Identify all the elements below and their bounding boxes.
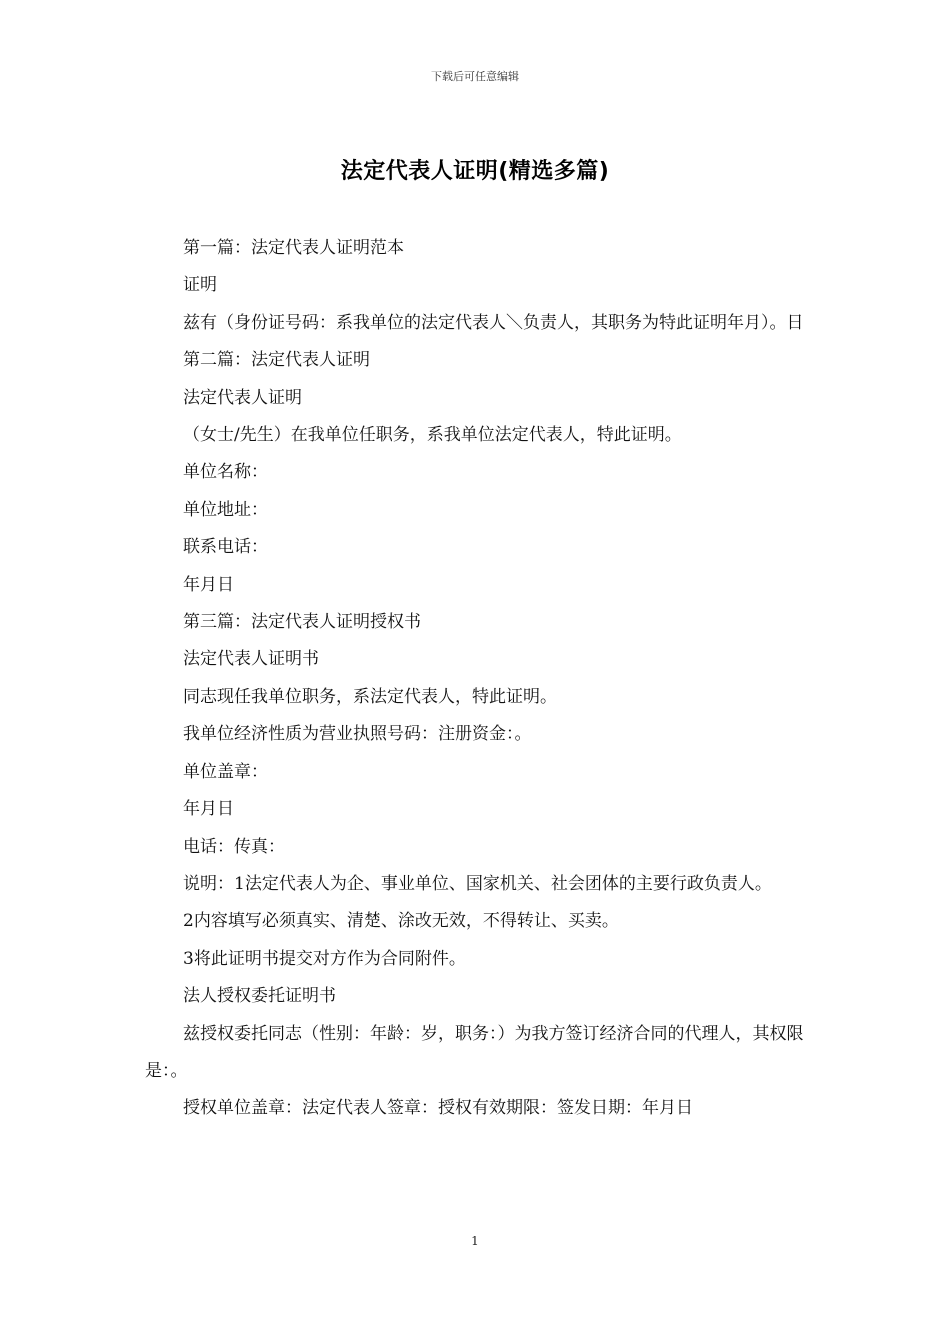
paragraph: （女士/先生）在我单位任职务，系我单位法定代表人，特此证明。: [183, 425, 682, 446]
paragraph: 单位地址：: [183, 499, 268, 520]
paragraph: 同志现任我单位职务，系法定代表人，特此证明。: [183, 686, 557, 707]
paragraph: 我单位经济性质为营业执照号码：注册资金：。: [183, 724, 532, 745]
paragraph: 单位盖章：: [183, 761, 268, 782]
section-heading-3: 第三篇：法定代表人证明授权书: [183, 612, 421, 633]
paragraph: 授权单位盖章：法定代表人签章：授权有效期限：签发日期：年月日: [183, 1098, 693, 1119]
paragraph: 兹授权委托同志（性别：年龄：岁，职务：）为我方签订经济合同的代理人，其权限是：。: [145, 1023, 804, 1081]
paragraph: 联系电话：: [183, 537, 268, 558]
page-number: 1: [471, 1234, 479, 1248]
paragraph: 3将此证明书提交对方作为合同附件。: [183, 948, 466, 969]
paragraph: 单位名称：: [183, 462, 268, 483]
paragraph: 2内容填写必须真实、清楚、涂改无效，不得转让、买卖。: [183, 911, 619, 932]
paragraph: 法定代表人证明: [183, 387, 302, 408]
header-note: 下载后可任意编辑: [431, 70, 519, 83]
document-title: 法定代表人证明(精选多篇): [340, 159, 610, 184]
section-heading-1: 第一篇：法定代表人证明范本: [183, 238, 404, 258]
paragraph: 兹有（身份证号码：系我单位的法定代表人＼负责人，其职务为特此证明年月）。日: [183, 312, 804, 333]
paragraph: 法人授权委托证明书: [183, 986, 336, 1007]
document-body: [145, 230, 810, 1128]
paragraph: 说明：1法定代表人为企、事业单位、国家机关、社会团体的主要行政负责人。: [183, 873, 772, 894]
paragraph: 年月日: [183, 799, 234, 820]
paragraph: 证明: [183, 275, 217, 296]
paragraph: 法定代表人证明书: [183, 649, 319, 670]
paragraph: 年月日: [183, 574, 234, 595]
paragraph: 电话：传真：: [183, 836, 285, 857]
section-heading-2: 第二篇：法定代表人证明: [183, 350, 370, 371]
